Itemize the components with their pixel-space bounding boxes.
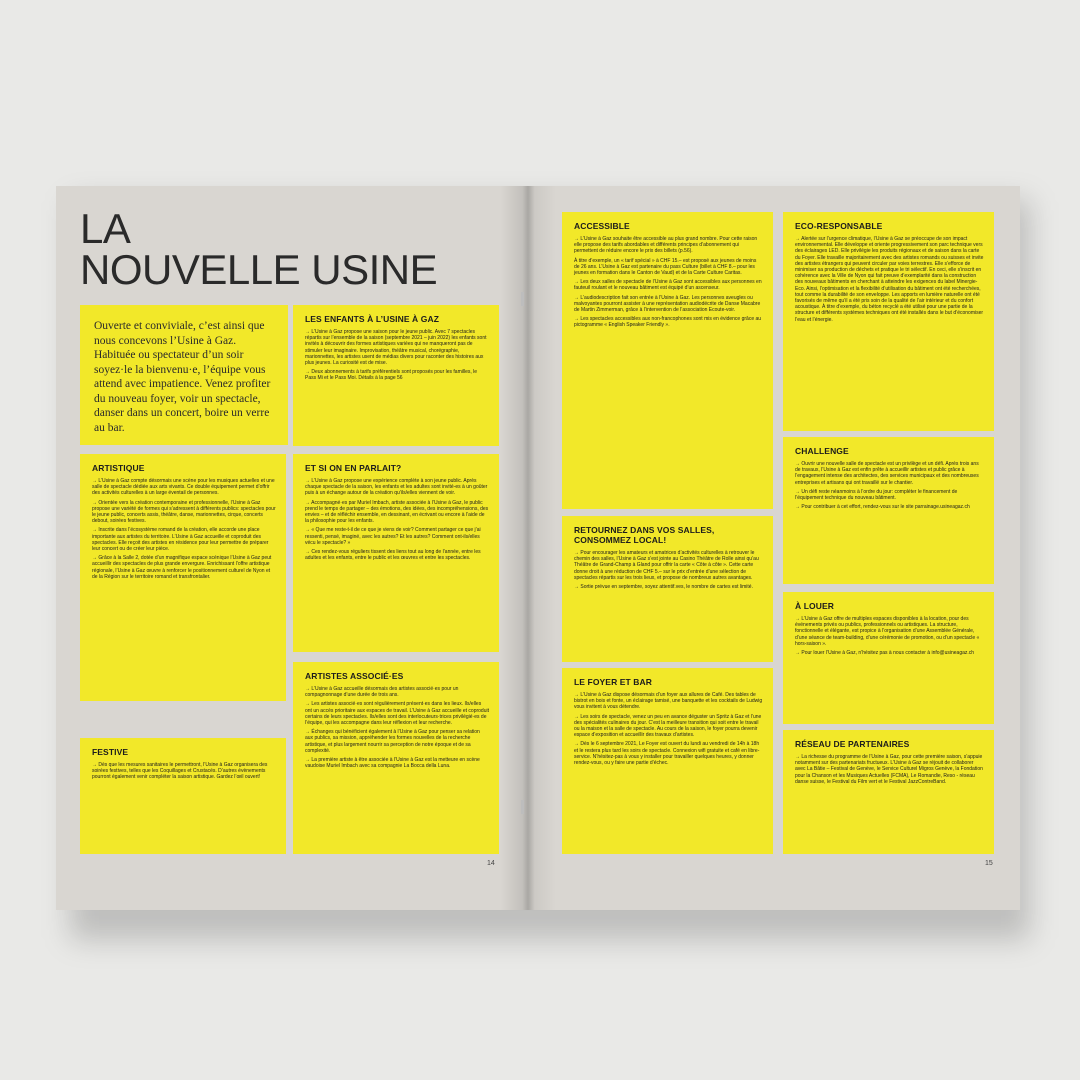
section-heading: RETOURNEZ DANS VOS SALLES, CONSOMMEZ LOCAL!: [574, 525, 715, 545]
section-paragraph: → Un défi reste néanmoins à l’ordre du jour: compléter le financement de l’équipement technique du nouveau bâtiment.: [795, 488, 958, 502]
section-retournez: [562, 516, 773, 662]
section-paragraph: → Sortie prévue en septembre, soyez attentif.ves, le nombre de cartes est limité.: [574, 584, 753, 591]
section-paragraph: → La première artiste à être associée à l’Usine à Gaz est la metteure en scène vaudoise Muriel Imbach avec sa compagnie La Bocca della Luna.: [305, 757, 480, 770]
section-paragraph: → Ouvrir une nouvelle salle de spectacle est un privilège et un défi. Après trois ans de travaux, l’Usine à Gaz est enfin prête à accueillir artistes et public grâce à l’engagement intense des architectes, des services municipaux et des nombreuses entreprises et artisans qui ont travaillé sur le chantier.: [795, 461, 979, 486]
section-heading: RÉSEAU DE PARTENAIRES: [795, 739, 910, 749]
section-paragraph: → Pour contribuer à cet effort, rendez-vous sur le site parrainage.usineagaz.ch: [795, 504, 970, 511]
section-paragraph: → Les deux salles de spectacle de l’Usine à Gaz sont accessibles aux personnes en fauteuil roulant et le nouveau bâtiment est équipé d’un ascenseur.: [574, 279, 762, 292]
section-heading: ACCESSIBLE: [574, 221, 630, 231]
section-paragraph: → L’Usine à Gaz offre de multiples espaces disponibles à la location, pour des événements privés ou publics, professionnels ou artistiques. La structure, fonctionnelle et élégante, est propice à l’organisation d’une Assemblée Générale, d’une séance de team-building, d’une cérémonie de promotion, ou d’un spectacle « hors-saison ».: [795, 616, 980, 647]
section-paragraph: → L’audiodescription fait son entrée à l’Usine à Gaz. Les personnes aveugles ou malvoyantes pourront assister à une représentation audiodécrite de Danse Macabre de Martin Zimmerman, grâce à l’intervention de l’association Ecoute-voir.: [574, 294, 761, 314]
title-line: NOUVELLE USINE: [80, 246, 438, 293]
section-parlait: [293, 454, 499, 652]
section-reseau: [783, 730, 994, 854]
section-paragraph: → L’Usine à Gaz propose une expérience complète à son jeune public. Après chaque spectacle de la saison, les enfants et les adultes sont invité-es à un goûter puis à un échange autour de la création qu’ils/elles viennent de voir.: [305, 478, 488, 497]
page-title: [80, 205, 438, 293]
title-line: LA: [80, 205, 131, 252]
section-associes: [293, 662, 499, 854]
section-festive: [80, 738, 286, 854]
section-paragraph: → Deux abonnements à tarifs préférentiels sont proposés pour les familles, le Pass Mi et le Pass Moi. Détails à la page 56: [305, 369, 478, 382]
section-paragraph: → L’Usine à Gaz accueille désormais des artistes associé·es pour un compagnonnage d’une durée de trois ans.: [305, 686, 459, 699]
section-heading: ET SI ON EN PARLAIT?: [305, 463, 402, 473]
section-paragraph: → Alertée sur l’urgence climatique, l’Usine à Gaz se préoccupe de son impact environnemental. Elle développe et oriente progressivement son parc technique vers des éclairages LED. Elle privilégie les produits régionaux et de saison dans la carte du Foyer. Elle travaille majoritairement avec des artistes romands ou suisses et invite des artistes étrangers qui peuvent circuler par voies terrestres. Elle s’efforce de minimiser sa production de déchets et pratique le tri sélectif. En ceci, elle s’inscrit en cohérence avec la Ville de Nyon qui fait preuve d’exemplarité dans la construction des nouveaux bâtiments en cherchant à atteindre les exigences du label Minergie-Eco. Ainsi, l’optimisation et la flexibilité d’utilisation du bâtiment ont été recherchées, tout comme la durabilité de son enveloppe. Les apports en lumière naturelle ont été favorisés de même qu’il a été pris soin de la qualité de l’air intérieur et du confort acoustique. À titre d’exemple, du béton recyclé a été utilisé pour une partie de la structure et différents systèmes techniques ont été installés dans le but d’économiser l’eau et l’énergie.: [795, 236, 984, 323]
section-paragraph: → L’Usine à Gaz compte désormais une scène pour les musiques actuelles et une salle de spectacle dédiée aux arts vivants. Ce double équipement permet d’offrir des activités culturelles à un large éventail de personnes.: [92, 478, 275, 497]
section-louer: [783, 592, 994, 724]
section-paragraph: → L’Usine à Gaz propose une saison pour le jeune public. Avec 7 spectacles répartis sur l’ensemble de la saison (septembre 2021 – juin 2022) les enfants sont invités à découvrir des formes artistiques variées qui ne manqueront pas de stimuler leur imaginaire. Improvisation, théâtre musical, chorégraphie, marionnettes, les artistes usent de médias divers pour raconter des histoires aux plus jeunes. La curiosité est de mise.: [305, 329, 487, 367]
section-heading: ECO-RESPONSABLE: [795, 221, 883, 231]
section-foyer: [562, 668, 773, 854]
section-eco: [783, 212, 994, 431]
section-paragraph: → L’Usine à Gaz souhaite être accessible au plus grand nombre. Pour cette raison elle propose des tarifs abordables et différents principes d’abonnement qui permettent de réduire encore le prix des billets (p.56).: [574, 236, 758, 255]
section-paragraph: → Dès que les mesures sanitaires le permettront, l’Usine à Gaz organisera des soirées festives, telles que les Coquillages et Crustacés. D’autres évènements pourront également venir compléter la saison artistique. Gardez l’œil ouvert!: [92, 762, 268, 781]
section-paragraph: À titre d’exemple, un « tarif spécial » à CHF 15.– est proposé aux jeunes de moins de 26 ans. L’Usine à Gaz est partenaire du pass Culture (billet à CHF 8.– pour les jeunes en formation dans le Canton de Vaud) et de la Carte Culture Caritas.: [574, 257, 757, 277]
section-challenge: [783, 437, 994, 584]
section-paragraph: → Les spectacles accessibles aux non-francophones sont mis en évidence grâce au pictogramme « English Speaker Friendly ».: [574, 316, 762, 329]
section-paragraph: → Inscrite dans l’écosystème romand de la création, elle accorde une place importante aux artistes du territoire. L’Usine à Gaz accueille et coproduit des spectacles. Elle reçoit des artistes en résidence pour leur permettre de préparer leur concert ou de créer leur pièce.: [92, 527, 269, 553]
section-paragraph: → Les artistes associé·es sont régulièrement présent·es dans les lieux. Ils/elles ont un accès prioritaire aux espaces de travail. L’Usine à Gaz accueille et coproduit certains de leurs spectacles. Ils/elles sont des interlocuteurs·trices privilégié·es de l’équipe, qui les accompagne dans leur réflexion et leur recherche.: [305, 701, 489, 727]
section-paragraph: → Pour encourager les amateurs et amatrices d’activités culturelles à retrouver le chemin des salles, l’Usine à Gaz s’est jointe au Casino Théâtre de Rolle ainsi qu’au Théâtre de Grand-Champ à Gland pour offrir la carte « Côte à côte ». Cette carte donne droit à une réduction de CHF 5.– sur le prix d’entrée d’une sélection de spectacles répartis sur les trois lieux, et propose de nombreux autres avantages.: [574, 550, 759, 581]
brochure-gutter: [500, 186, 556, 910]
section-paragraph: → La richesse du programme de l’Usine à Gaz, pour cette première saison, s’appuie notamment sur des partenariats fructueux. L’Usine à Gaz se réjouit de collaborer avec La Bâtie – Festival de Genève, le Service Culturel Migros Genève, la Fondation pour la Chanson et les Musiques Actuelles (FCMA), Le Romandie, Reso - réseau danse suisse, le Festival du Film vert et le Festival JazzContreBand.: [795, 754, 983, 785]
section-paragraph: → Échanges qui bénéficient également à l’Usine à Gaz pour penser sa relation aux publics, sa mission, appréhender les formes nouvelles de la recherche artistique, et plus largement nourrir sa perception de notre époque et de sa complexité.: [305, 729, 480, 754]
section-heading: LES ENFANTS À L’USINE À GAZ: [305, 314, 439, 324]
section-paragraph: → Les soirs de spectacle, venez un peu en avance déguster un Spritz à Gaz et l’une des spécialités culinaires du jour. C’est la meilleure transition qui soit entre le travail ou la maison et la salle de spectacle. Au cours de la saison, le foyer pourra devenir espace d’exposition et accueillir des travaux d’artistes.: [574, 713, 762, 739]
section-paragraph: → Ces rendez-vous réguliers tissent des liens tout au long de l’année, entre les adultes et les enfants, entre le public et les œuvres et entre les spectacles.: [305, 549, 481, 562]
staple: [521, 292, 524, 306]
section-heading: LE FOYER ET BAR: [574, 677, 653, 687]
section-heading: ARTISTIQUE: [92, 463, 145, 473]
section-paragraph: → Grâce à la Salle 2, dotée d’un magnifique espace scénique l’Usine à Gaz peut accueillir des spectacles de plus grande envergure. Enrichissant l’offre artistique régionale, l’Usine à Gaz œuvre à renforcer le positionnement culturel de Nyon et de la Région sur le territoire romand et transfrontalier.: [92, 555, 272, 580]
section-heading: ARTISTES ASSOCIÉ·ES: [305, 671, 404, 681]
section-accessible: [562, 212, 773, 509]
staple: [521, 800, 524, 814]
section-paragraph: → « Que me reste-t-il de ce que je viens de voir? Comment partager ce que j’ai ressenti, pensé, imaginé, avec les autres? Et les autres? Comment ont-ils/elles vécu le spectacle? »: [305, 527, 481, 546]
section-paragraph: → Accompagné·es par Muriel Imbach, artiste associée à l’Usine à Gaz, le public prend le temps de partager – des émotions, des idées, des incompréhensions, des envies – et de réfléchir ensemble, en dessinant, en écrivant ou encore à l’aide de la philosophie pour les enfants.: [305, 499, 489, 525]
section-enfants: [293, 305, 499, 446]
section-paragraph: → Orientée vers la création contemporaine et professionnelle, l’Usine à Gaz propose une variété de formes qui s’adressent à différents publics: spectacles pour le jeune public, concerts assis, théâtre, danse, marionnettes, cirque, concerts debout, soirées festives.: [92, 499, 276, 525]
intro-text: Ouverte et conviviale, c’est ainsi que nous concevons l’Usine à Gaz. Habituée ou spectateur d’un soir soyez·le la bienvenu·e, l’équipe vous attend avec impatience. Venez profiter du nouveau foyer, voir un spectacle, danser dans un concert, boire un verre au bar.: [80, 305, 288, 445]
page-number-left: 14: [487, 860, 495, 867]
page-number-right: 15: [985, 860, 993, 867]
section-paragraph: → Pour louer l’Usine à Gaz, n’hésitez pas à nous contacter à info@usineagaz.ch: [795, 650, 975, 657]
section-artistique: [80, 454, 286, 701]
section-heading: FESTIVE: [92, 747, 129, 757]
section-paragraph: → Dès le 6 septembre 2021, Le Foyer est ouvert du lundi au vendredi de 14h à 18h et le restera plus tard les soirs de spectacle. Connexion wifi gratuite et café en libre-service. N’hésitez-pas à vous y installer pour travailler quelques heures, y donner rendez-vous, ou y faire une partie d’échec.: [574, 741, 760, 767]
section-paragraph: → L’Usine à Gaz dispose désormais d’un foyer aux allures de Café. Des tables de bistrot en bois et fonte, un éclairage tamisé, une banquette et les cocktails de Ludwig vous invitent à vous détendre.: [574, 692, 763, 711]
section-heading: CHALLENGE: [795, 446, 849, 456]
section-heading: À LOUER: [795, 601, 834, 611]
